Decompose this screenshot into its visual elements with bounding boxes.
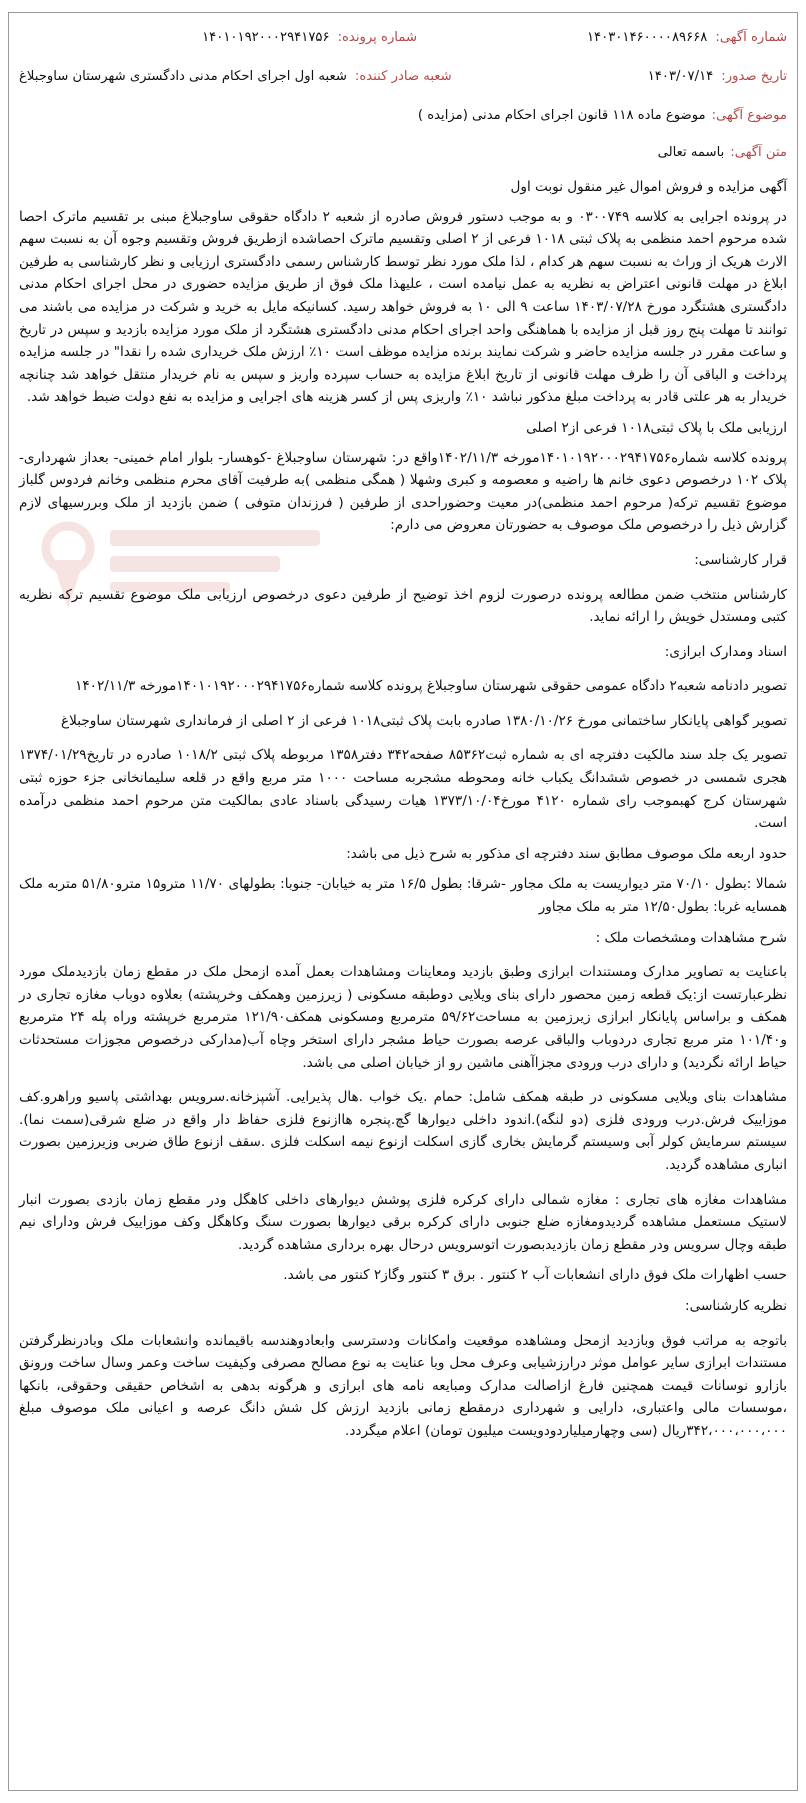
- subject-label: موضوع آگهی:: [711, 108, 787, 123]
- case-number-value: ۱۴۰۱۰۱۹۲۰۰۰۲۹۴۱۷۵۶: [202, 30, 330, 45]
- shops-paragraph: مشاهدات مغازه های تجاری : مغازه شمالی دارای کرکره فلزی پوشش دیوارهای داخلی کاهگل ودر مقطع زمان بازدی بصورت انبار لاستیک مستعمل مشاهده گردیدومغازه ضلع جنوبی دارای کرکره برقی دیوارها بصورت سنگ وکاهگل وکف موزاییک فرش ودارای نیم طبقه وچال سرویس ودر مقطع زمان بازدیدبصورت اتوسرویس درحال بهره برداری مشاهده گردید.: [19, 1191, 787, 1253]
- residential-paragraph: مشاهدات بنای ویلایی مسکونی در طبقه همکف شامل: حمام .یک خواب .هال پذیرایی. آشپزخانه.سرویس بهداشتی پاسیو وراهرو.کف موزاییک فرش.درب ورودی فلزی (دو لنگه).اندود داخلی دیوارها گچ.پنجره هاازنوع فلزی حفاظ دار واقع در ضلع شرقی(سمت نما). سیستم سرمایش کولر آبی وسیستم گرمایش بخاری گازی اسکلت ازنوع نیمه اسکلت فلزی .سقف ازنوع طاق ضربی وزیرزمین بصورت انباری مشاهده گردید.: [19, 1089, 787, 1173]
- text-label: متن آگهی:: [730, 145, 787, 160]
- issuer-label: شعبه صادر کننده:: [354, 69, 452, 84]
- docs-title: اسناد ومدارک ابرازی:: [664, 643, 787, 660]
- opinion-paragraph: باتوجه به مراتب فوق وبازدید ازمحل ومشاهده موقعیت وامکانات ودسترسی وابعادوهندسه باقیمانده وانشعابات ملک وبادرنظرگرفتن مستندات ابرازی سایر عوامل موثر درارزشیابی وعرف محل وبا عنایت به نوع مصالح مصرفی وکیفیت ساخت وعمر وسال ساخت ورونق بازارو نوسانات قیمت همچنین فارغ ازاصالت مدارک ومبایعه نامه های ابرازی و هرگونه بدهی به اشخاص حقیقی وحقوقی، بانکها ،موسسات مالی واعتباری، دارایی و شهرداری درمقطع زمانی بازدید ارزش کل شش دانگ عرصه و اعیانی ملک موصوف مبلغ ۳۴۲،۰۰۰،۰۰۰،۰۰۰ریال (سی وچهارمیلیاردودویست میلیون تومان) اعلام میگردد.: [19, 1332, 787, 1439]
- issuer-value: شعبه اول اجرای احکام مدنی دادگستری شهرستان ساوجبلاغ: [19, 69, 347, 84]
- ad-number-value: ۱۴۰۳۰۱۴۶۰۰۰۰۸۹۶۶۸: [586, 30, 708, 45]
- ad-number: [439, 27, 787, 49]
- case-number-label: شماره پرونده:: [337, 30, 417, 45]
- ad-number-label: شماره آگهی:: [715, 30, 787, 45]
- intro-paragraph: در پرونده اجرایی به کلاسه ۰۳۰۰۷۴۹ و به موجب دستور فروش صادره از شعبه ۲ دادگاه حقوقی ساوجبلاغ مبنی بر تقسیم ماترک احصا شده مرحوم احمد منظمی به پلاک ثبتی ۱۰۱۸ فرعی از ۲ اصلی وتقسیم ماترک احصاشده ازطریق فروش وتقسیم وجوه آن به نسبت سهم الارث هریک از وراث به نسبت سهم هر کدام ، لذا ملک مورد نظر توسط کارشناس رسمی دادگستری ارزیابی و نظر کارشناسی به طرفین ابلاغ در مهلت قانونی اعتراض به نظریه به عمل نیامده است ، علیهذا ملک فوق از طریق مزایده حضوری در محل اجرای احکام مدنی دادگستری هشتگرد مورخ ۱۴۰۳/۰۷/۲۸ ساعت ۹ الی ۱۰ به فروش خواهد رسید. کسانیکه مایل به خرید و شرکت در مزایده می باشند می توانند تا مهلت پنج روز قبل از مزایده با هماهنگی واحد اجرای احکام مدنی دادگستری هشتگرد از ملک مورد مزایده بازدید و سپس در تاریخ و ساعت مقرر در جلسه مزایده حاضر و شرکت نمایند برنده مزایده موظف است ۱۰٪ ارزش ملک خریداری شده را نقدا" در جلسه مزایده پرداخت و الباقی آن را ظرف مهلت قانونی از تاریخ ابلاغ مزایده به حساب سپرده واریز و سپس به نام خریدار منتقل خواهد شد چنانچه خریدار به هر علتی قادر به پرداخت مبلغ مذکور نباشد ۱۰٪ واریزی پس از کسر هزینه های اجرایی و مزایده به نفع دولت ضبط خواهد شد.: [19, 208, 787, 406]
- opinion-title: نظریه کارشناسی:: [685, 1297, 787, 1314]
- bounds-paragraph: شمالا :بطول ۷۰/۱۰ متر دیواریست به ملک مجاور -شرقا: بطول ۱۶/۵ متر به خیابان- جنوبا: بطولهای ۱۱/۷۰ مترو۱۵ مترو۵۱/۸۰ متربه ملک همسایه غربا: بطول۱۲/۵۰ متر به ملک مجاور: [19, 876, 787, 916]
- header-row-2: [19, 66, 787, 88]
- observations-title: شرح مشاهدات ومشخصات ملک :: [595, 929, 787, 946]
- issue-date-value: ۱۴۰۳/۰۷/۱۴: [647, 69, 714, 84]
- issue-date-label: تاریخ صدور:: [721, 69, 787, 84]
- observations-paragraph: باعنایت به تصاویر مدارک ومستندات ابرازی وطبق بازدید ومعاینات ومشاهدات بعمل آمده ازمحل ملک در مقطع زمان بازدیدملک مورد نظرعبارتست از:یک قطعه زمین محصور دارای بنای ویلایی دوطبقه مسکونی ( زیرزمین وهمکف وخرپشته) بعلاوه دوباب مغازه تجاری در همکف و براساس پایانکار ابرازی زیرزمین به مساحت۵۹/۶۲ مترمربع ومسکونی همکف۱۲۱/۹۰ مترمربع خرپشته وراه پله ۲۴ مترمربع و۱۰۱/۴۰ متر مربع تجاری دردوباب والباقی عرصه بصورت حیاط مشجر دارای استخر وچاه آب(مدارکی درخصوص مجوزات مستحدثات حیاط ارائه نگردید) و دارای درب ورودی مجزاآهنی ماشین رو از خیابان اصلی می باشد.: [19, 964, 787, 1071]
- doc-item-3: تصویر یک جلد سند مالکیت دفترچه ای به شماره ثبت۸۵۳۶۲ صفحه۳۴۲ دفتر۱۳۵۸ مربوطه پلاک ثبتی ۱۰۱۸/۲ صادره در تاریخ۱۳۷۴/۰۱/۲۹ هجری شمسی در خصوص ششدانگ یکباب خانه ومحوطه مشجربه مساحت ۱۰۰۰ متر مربع واقع در قلعه سلیمانخانی جزء حوزه ثبتی شهرستان کرج کهبموجب رای شماره ۴۱۲۰ مورخ۱۳۷۳/۱۰/۰۴ هیات رسیدگی باسناد عادی بمالکیت متن مرحوم احمد منظمی درآمده است.: [19, 747, 787, 832]
- ad-subject: [19, 105, 787, 127]
- document-page: [8, 12, 798, 1791]
- subject-value: موضوع ماده ۱۱۸ قانون اجرای احکام مدنی (مزایده ): [417, 108, 706, 123]
- notice-title: آگهی مزایده و فروش اموال غیر منقول نوبت اول: [510, 179, 787, 195]
- issue-date: [474, 66, 787, 88]
- case-number: [19, 27, 439, 49]
- bounds-title: حدود اربعه ملک موصوف مطابق سند دفترچه ای مذکور به شرح ذیل می باشد:: [346, 845, 787, 862]
- decision-title: قرار کارشناسی:: [694, 551, 787, 568]
- ad-text-intro: [19, 142, 787, 164]
- doc-item-1: تصویر دادنامه شعبه۲ دادگاه عمومی حقوقی شهرستان ساوجبلاغ پرونده کلاسه شماره۱۴۰۱۰۱۹۲۰۰۰۲۹۴۱۷۵۶مورخه ۱۴۰۲/۱۱/۳: [75, 678, 787, 695]
- header-row-1: [19, 27, 787, 49]
- decision-paragraph: کارشناس منتخب ضمن مطالعه پرونده درصورت لزوم اخذ توضیح از طرفین دعوی درخصوص ارزیابی ملک موضوع تقسیم ترکه نظریه کتبی ومستدل خویش را ارائه نماید.: [19, 586, 787, 626]
- text-intro: باسمه تعالی: [657, 145, 725, 160]
- utilities-paragraph: حسب اظهارات ملک فوق دارای انشعابات آب ۲ کنتور . برق ۳ کنتور وگاز۲ کنتور می باشد.: [283, 1267, 787, 1284]
- issuer: [19, 66, 474, 88]
- appraisal-title: ارزیابی ملک با پلاک ثبتی۱۰۱۸ فرعی از۲ اصلی: [526, 419, 787, 436]
- doc-item-2: تصویر گواهی پایانکار ساختمانی مورخ ۱۳۸۰/۱۰/۲۶ صادره بابت پلاک ثبتی۱۰۱۸ فرعی از ۲ اصلی از فرمانداری شهرستان ساوجبلاغ: [61, 712, 787, 729]
- appraisal-paragraph: پرونده کلاسه شماره۱۴۰۱۰۱۹۲۰۰۰۲۹۴۱۷۵۶مورخه ۱۴۰۲/۱۱/۳واقع در: شهرستان ساوجبلاغ -کوهسار- بلوار امام خمینی- بعداز شهرداری- پلاک ۱۰۲ درخصوص دعوی خانم ها راضیه و معصومه و کبری وشهلا ( همگی منظمی )به طرفیت آقای محرم منظمی وخانم فردوس گلباز موضوع تقسیم ترکه( مرحوم احمد منظمی)در معیت وحضوراحدی از طرفین ( فرزندان متوفی ) ضمن بازدید از ملک وبررسیهای لازم گزارش ذیل را درخصوص ملک موصوف به حضورتان معروض می دارم:: [19, 449, 787, 534]
